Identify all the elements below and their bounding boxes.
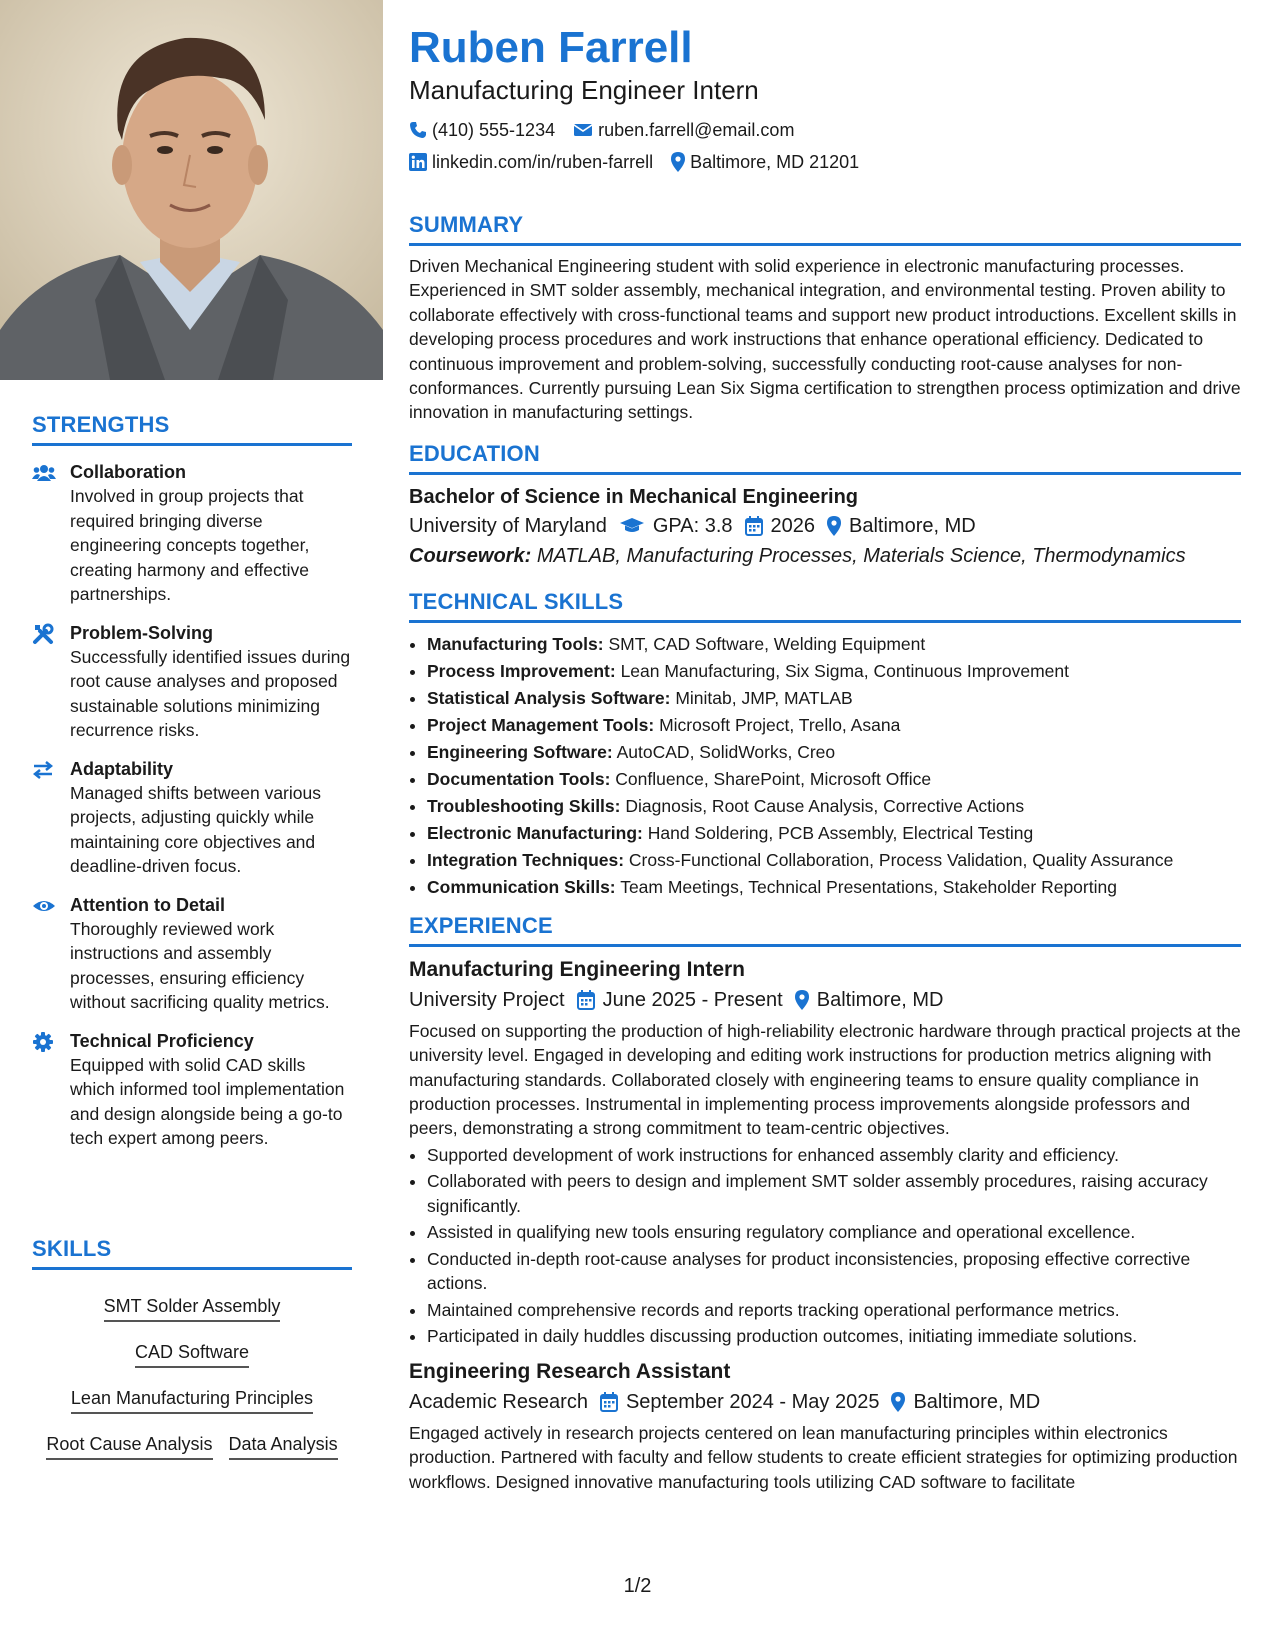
education-location (827, 511, 976, 541)
experience-section (409, 913, 1241, 1494)
contact-row (409, 114, 1241, 146)
job-entry (409, 955, 1241, 1349)
strengths-section (32, 412, 352, 1151)
skills-section (32, 1236, 352, 1466)
page-number: 1/2 (623, 1575, 652, 1597)
calendar-icon (600, 1392, 618, 1412)
school-name: University of Maryland (409, 514, 607, 537)
email-text: ruben.farrell@email.com (598, 120, 795, 140)
year-item (745, 511, 816, 541)
list-item: • Electronic Manufacturing: Hand Soldering, PCB Assembly, Electrical Testing (427, 820, 1241, 847)
strength-title: Problem-Solving (70, 622, 214, 643)
linkedin-contact[interactable] (409, 146, 653, 178)
job-description: Focused on supporting the production of high-reliability electronic hardware through practical projects at the university level. Engaged in developing and editing work instructions for production metrics aligning with manufacturing standards. Collaborated closely with engineering teams to ensure quality compliance in production processes. Instrumental in implementing process improvements alongside professors and peers, demonstrating a strong commitment to team-centric objectives. (409, 1020, 1241, 1139)
list-item: • Communication Skills: Team Meetings, Technical Presentations, Stakeholder Reporting (427, 874, 1241, 901)
job-description: Engaged actively in research projects centered on lean manufacturing principles within electronics production. Partnered with faculty and fellow students to create efficient strategies for optimizing production workflows. Designed innovative manufacturing tools utilizing CAD software to facilitate (409, 1422, 1238, 1492)
strength-item (32, 1029, 352, 1151)
linkedin-icon (409, 153, 427, 171)
summary-heading: SUMMARY (409, 212, 1241, 246)
skill-tag: Root Cause Analysis (46, 1428, 212, 1460)
technical-skills-section (409, 589, 1241, 901)
strength-title: Attention to Detail (70, 894, 225, 915)
job-title: Manufacturing Engineering Intern (409, 957, 746, 981)
degree-title: Bachelor of Science in Mechanical Engineering (409, 485, 859, 508)
strength-desc: Thoroughly reviewed work instructions and assembly processes, ensuring efficiency without sacrificing quality metrics. (70, 918, 330, 1012)
job-meta (409, 1387, 1241, 1417)
skill-tag: Lean Manufacturing Principles (71, 1382, 313, 1414)
job-dates-item (600, 1387, 880, 1417)
strengths-heading: STRENGTHS (32, 412, 352, 446)
technical-skills-heading: TECHNICAL SKILLS (409, 589, 1241, 623)
education-heading: EDUCATION (409, 441, 1241, 475)
phone-contact[interactable] (409, 114, 555, 146)
graduation-year: 2026 (770, 514, 816, 537)
envelope-icon (573, 122, 593, 138)
job-location: Baltimore, MD (913, 1390, 1041, 1413)
strength-desc: Successfully identified issues during root cause analyses and proposed sustainable solutions minimizing recurrence risks. (70, 646, 351, 740)
job-location: Baltimore, MD (816, 988, 944, 1011)
job-title: Engineering Research Assistant (409, 1359, 731, 1383)
list-item: • Maintained comprehensive records and reports tracking operational performance metrics. (427, 1298, 1241, 1323)
list-item: • Process Improvement: Lean Manufacturing, Six Sigma, Continuous Improvement (427, 658, 1241, 685)
sidebar (0, 0, 383, 1650)
main-content (409, 22, 1241, 1494)
list-item: • Assisted in qualifying new tools ensuring regulatory compliance and operational excellence. (427, 1220, 1241, 1245)
strength-item (32, 757, 352, 879)
job-org: Academic Research (409, 1390, 588, 1413)
list-item: • Supported development of work instructions for enhanced assembly clarity and efficiency. (427, 1143, 1241, 1168)
summary-section (409, 212, 1241, 425)
map-pin-icon (671, 152, 685, 172)
education-section (409, 441, 1241, 571)
experience-heading: EXPERIENCE (409, 913, 1241, 947)
gpa-text: GPA: 3.8 (652, 514, 733, 537)
location-text: Baltimore, MD 21201 (690, 152, 860, 172)
list-item: • Engineering Software: AutoCAD, SolidWorks, Creo (427, 739, 1241, 766)
education-location-text: Baltimore, MD (849, 514, 976, 537)
strength-item (32, 893, 352, 1015)
graduation-cap-icon (619, 517, 645, 535)
job-dates: September 2024 - May 2025 (625, 1390, 880, 1413)
contact-row (409, 146, 1241, 178)
strength-title: Collaboration (70, 462, 186, 482)
list-item: • Conducted in-depth root-cause analyses for product inconsistencies, proposing effective corrective actions. (427, 1247, 1241, 1296)
linkedin-text: linkedin.com/in/ruben-farrell (432, 152, 654, 172)
exchange-icon (32, 759, 54, 781)
candidate-role: Manufacturing Engineer Intern (409, 75, 759, 105)
coursework (409, 541, 1241, 571)
strength-desc: Involved in group projects that required bringing diverse engineering concepts together, creating harmony and effective partnerships. (70, 486, 310, 604)
calendar-icon (577, 990, 595, 1010)
users-icon (32, 462, 54, 484)
job-entry (409, 1357, 1241, 1494)
strength-item (32, 621, 352, 743)
coursework-text: MATLAB, Manufacturing Processes, Materials Science, Thermodynamics (536, 544, 1186, 567)
list-item: • Manufacturing Tools: SMT, CAD Software, Welding Equipment (427, 631, 1241, 658)
list-item: • Documentation Tools: Confluence, SharePoint, Microsoft Office (427, 766, 1241, 793)
strength-title: Technical Proficiency (70, 1030, 254, 1051)
job-bullets (409, 1143, 1241, 1349)
list-item: • Integration Techniques: Cross-Functional Collaboration, Process Validation, Quality Assurance (427, 847, 1241, 874)
phone-icon (409, 121, 427, 139)
gpa-item (619, 511, 733, 541)
strength-item (32, 460, 352, 607)
tools-icon (32, 623, 54, 645)
list-item: • Collaborated with peers to design and implement SMT solder assembly procedures, raising accuracy significantly. (427, 1169, 1241, 1218)
job-org: University Project (409, 988, 565, 1011)
email-contact[interactable] (573, 114, 794, 146)
skill-tag: Data Analysis (229, 1428, 338, 1460)
job-dates-item (577, 985, 783, 1015)
strength-desc: Equipped with solid CAD skills which informed tool implementation and design alongside being a go-to tech expert among peers. (70, 1054, 345, 1148)
coursework-label: Coursework: (409, 544, 532, 567)
list-item: • Statistical Analysis Software: Minitab, JMP, MATLAB (427, 685, 1241, 712)
calendar-icon (745, 516, 763, 536)
eye-icon (32, 895, 54, 917)
job-location-item (891, 1387, 1040, 1417)
job-meta (409, 985, 1241, 1015)
job-dates: June 2025 - Present (602, 988, 783, 1011)
skill-tag: CAD Software (135, 1336, 249, 1368)
education-meta (409, 511, 1241, 541)
list-item: • Troubleshooting Skills: Diagnosis, Root Cause Analysis, Corrective Actions (427, 793, 1241, 820)
strength-desc: Managed shifts between various projects, adjusting quickly while maintaining core objectives and deadline-driven focus. (70, 782, 321, 876)
location-contact (671, 146, 859, 178)
map-pin-icon (891, 1392, 905, 1412)
profile-photo (0, 0, 383, 380)
map-pin-icon (795, 990, 809, 1010)
gear-icon (32, 1031, 54, 1053)
job-location-item (795, 985, 944, 1015)
candidate-name: Ruben Farrell (409, 23, 693, 72)
skill-tag: SMT Solder Assembly (104, 1290, 281, 1322)
list-item: • Participated in daily huddles discussing production outcomes, initiating immediate solutions. (427, 1324, 1241, 1349)
skills-tags (32, 1282, 352, 1466)
technical-skills-list (409, 631, 1241, 901)
phone-text: (410) 555-1234 (432, 120, 556, 140)
map-pin-icon (827, 516, 841, 536)
skills-heading: SKILLS (32, 1236, 352, 1270)
summary-text: Driven Mechanical Engineering student with solid experience in electronic manufacturing processes. Experienced in SMT solder assembly, mechanical integration, and environmental testing. Proven ability to collaborate effectively with cross-functional teams and support new product introductions. Excellent skills in developing process procedures and work instructions that enhance operational efficiency. Dedicated to continuous improvement and problem-solving, successfully conducting root-cause analyses for non-conformances. Currently pursuing Lean Six Sigma certification to strengthen process optimization and drive innovation in manufacturing settings. (409, 256, 1241, 423)
list-item: • Project Management Tools: Microsoft Project, Trello, Asana (427, 712, 1241, 739)
strength-title: Adaptability (70, 758, 174, 779)
